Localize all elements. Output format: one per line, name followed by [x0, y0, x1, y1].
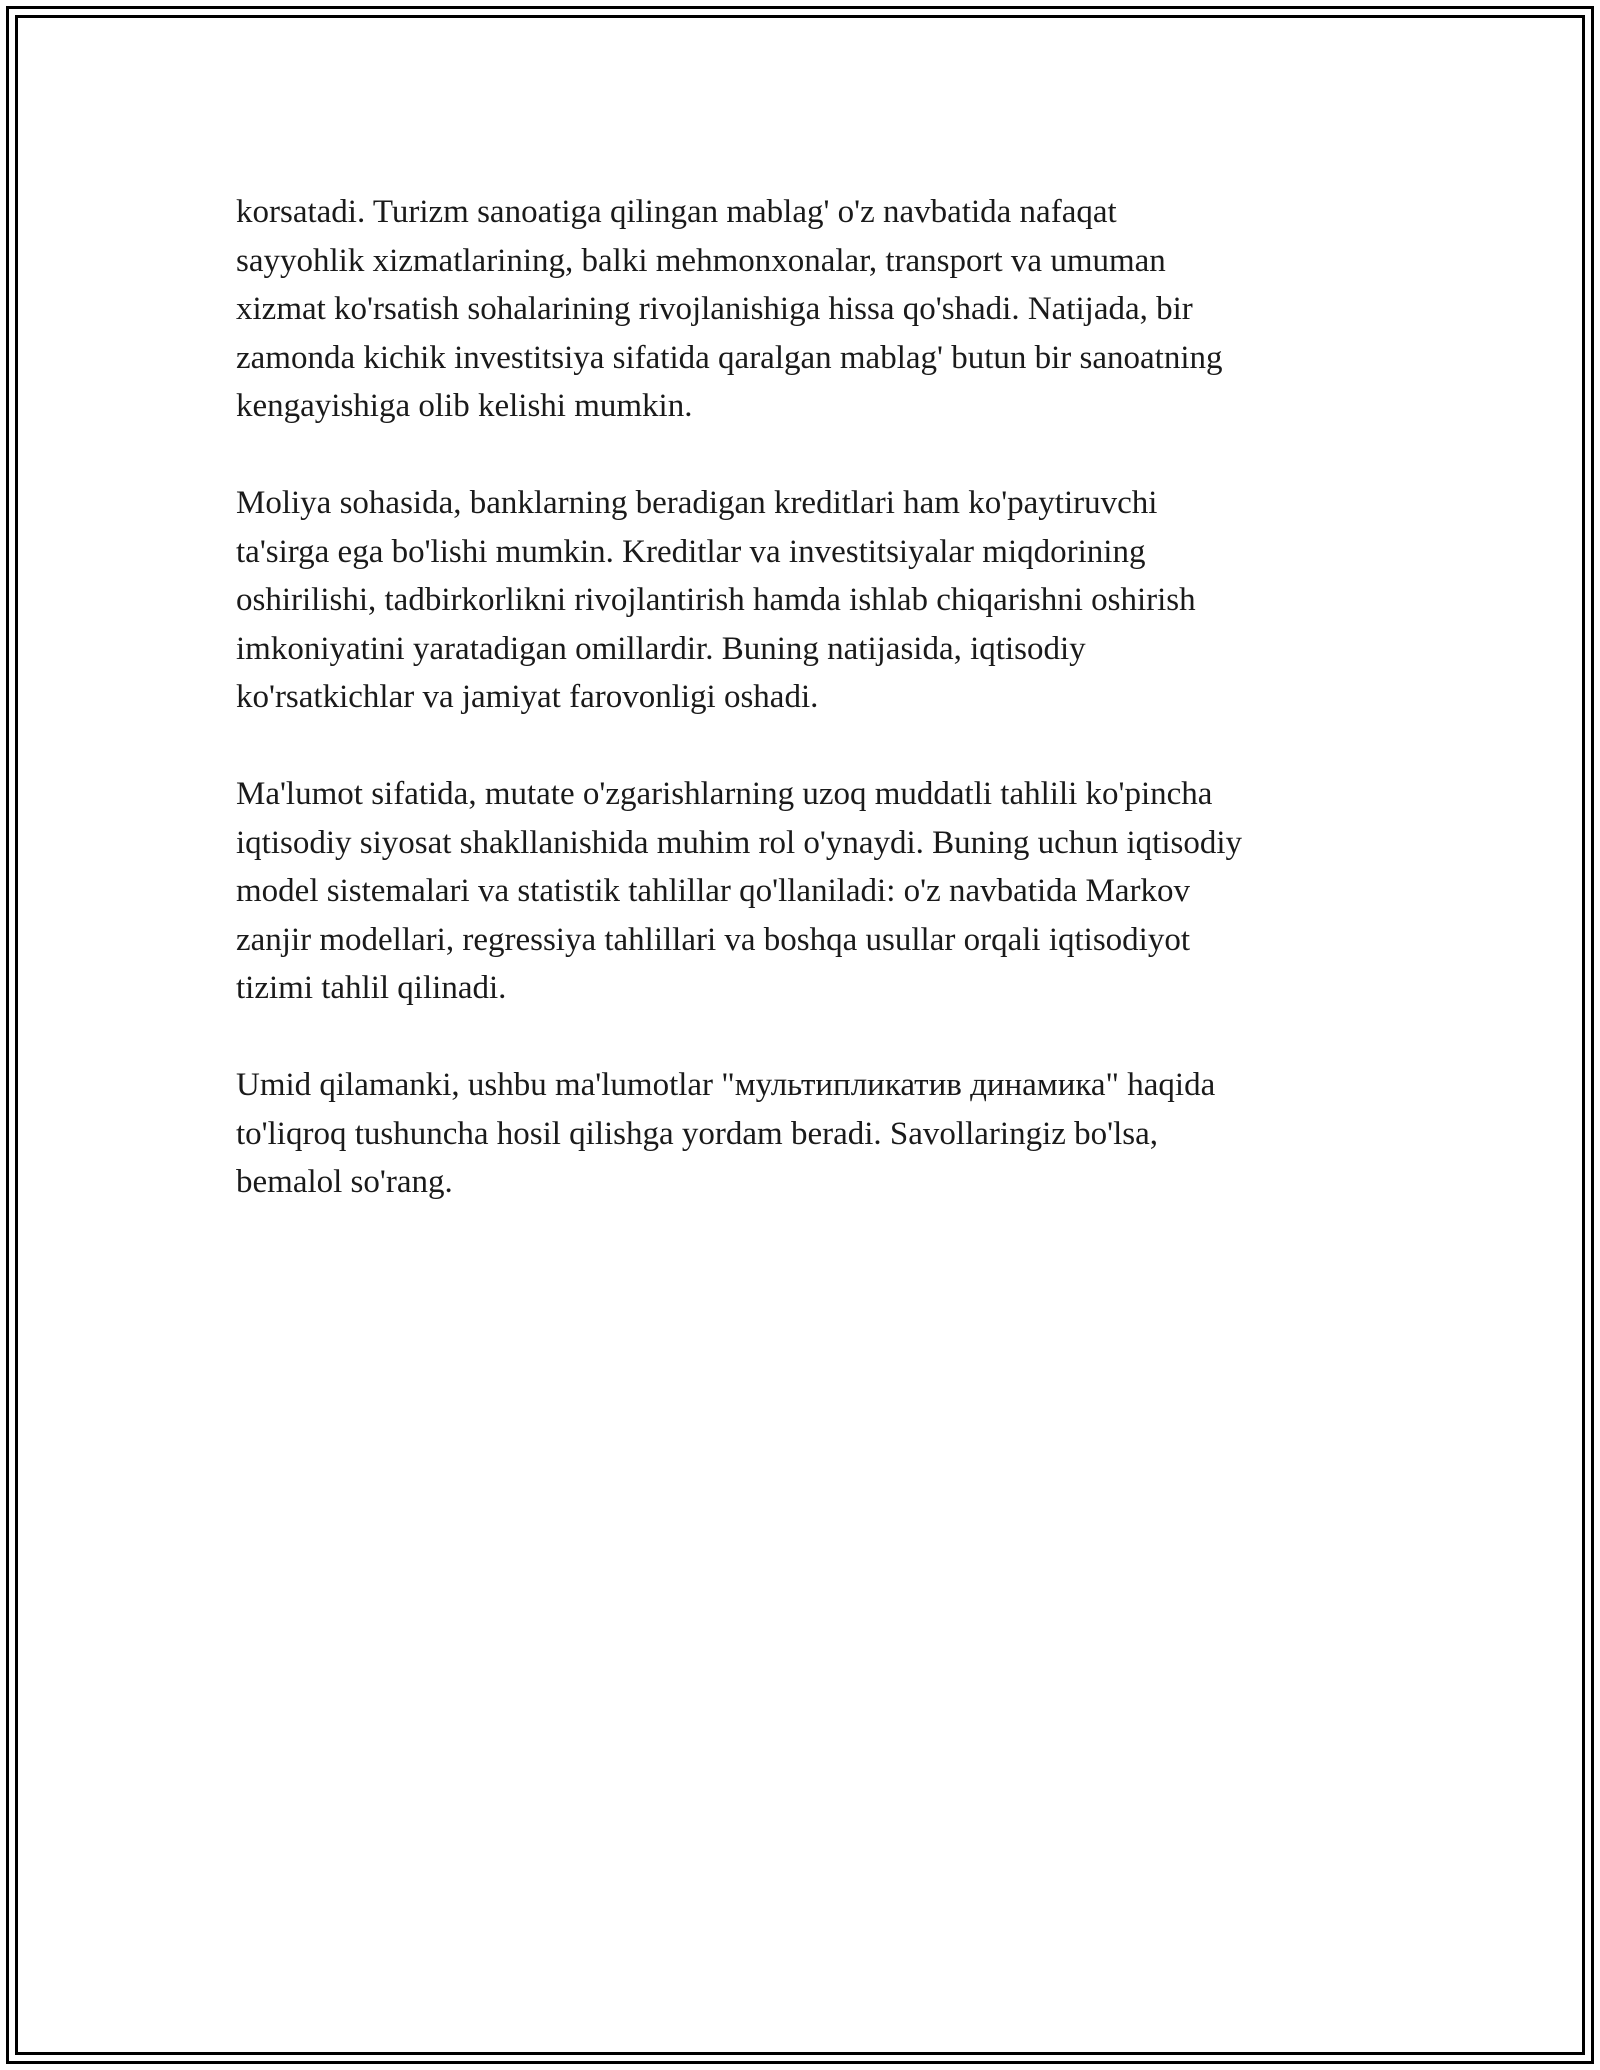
paragraph-closing: Umid qilamanki, ushbu ma'lumotlar "мультипликатив динамика" haqida to'liqroq tushuncha hosil qilishga yordam beradi. Savollaringiz bo'lsa, bemalol so'rang. [236, 1067, 1216, 1200]
paragraph-finance: Moliya sohasida, banklarning beradigan kreditlari ham ko'paytiruvchi ta'sirga ega bo'lishi mumkin. Kreditlar va investitsiyalar miqdorining oshirilishi, tadbirkorlikni rivojlantirish hamda ishlab chiqarishni oshirish imkoniyatini yaratadigan omillardir. Buning natijasida, iqtisodiy ko'rsatkichlar va jamiyat farovonligi oshadi. [236, 485, 1196, 715]
paragraph-analysis: Ma'lumot sifatida, mutate o'zgarishlarning uzoq muddatli tahlili ko'pincha iqtisodiy siyosat shakllanishida muhim rol o'ynaydi. Buning uchun iqtisodiy model sistemalari va statistik tahlillar qo'llaniladi: o'z navbatida Markov zanjir modellari, regressiya tahlillari va boshqa usullar orqali iqtisodiyot tizimi tahlil qilinadi. [236, 776, 1243, 1006]
document-body [236, 188, 1376, 1255]
paragraph-tourism: korsatadi. Turizm sanoatiga qilingan mablag' o'z navbatida nafaqat sayyohlik xizmatlarining, balki mehmonxonalar, transport va umuman xizmat ko'rsatish sohalarining rivojlanishiga hissa qo'shadi. Natijada, bir zamonda kichik investitsiya sifatida qaralgan mablag' butun bir sanoatning kengayishiga olib kelishi mumkin. [236, 194, 1223, 424]
